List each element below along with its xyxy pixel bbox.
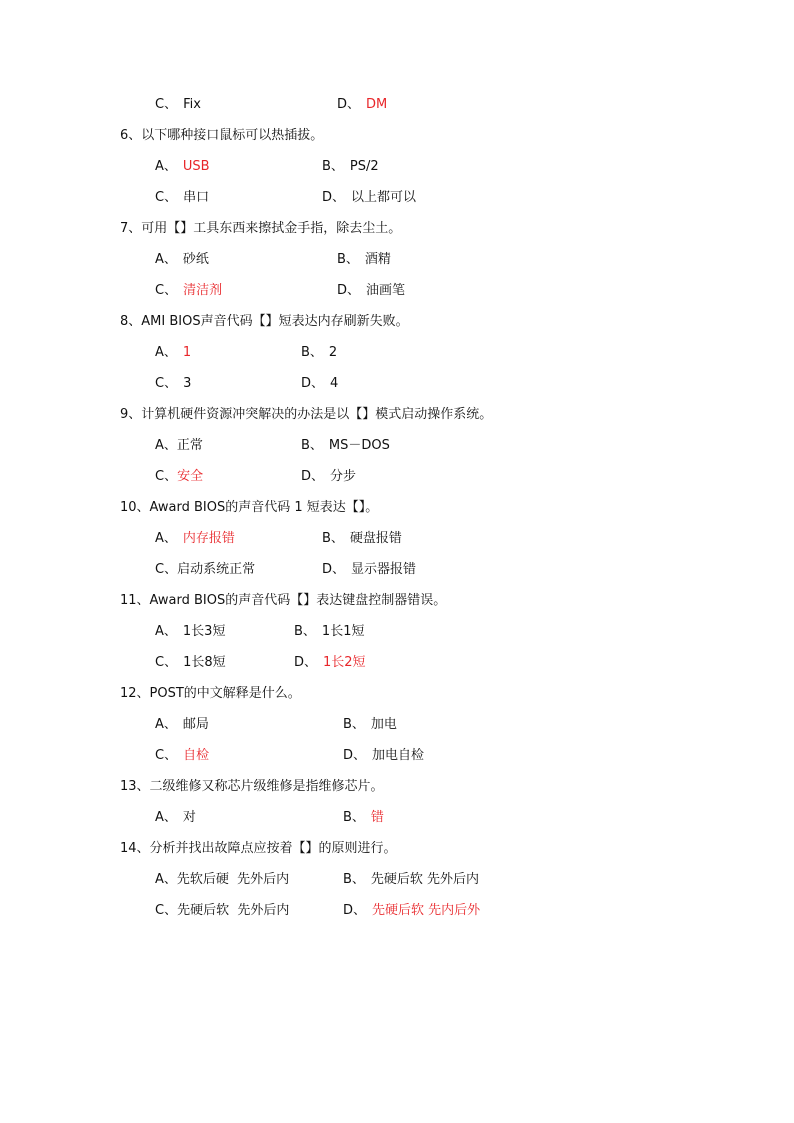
correct-answer-text: 自检 <box>183 748 210 763</box>
option-letter: A、 <box>155 531 177 546</box>
correct-answer-text: USB <box>182 159 210 174</box>
question-text: 8、AMI BIOS声音代码【】短表达内存刷新失败。 <box>120 314 409 329</box>
option-text: 3 <box>183 376 192 391</box>
question-text: 12、POST的中文解释是什么。 <box>120 686 301 701</box>
option-letter: B、 <box>322 531 344 546</box>
option-letter: A、 <box>155 717 177 732</box>
option-letter: C、 <box>155 748 178 763</box>
answer-option <box>301 344 337 362</box>
option-letter: D、 <box>343 748 367 763</box>
option-letter: D、 <box>322 190 346 205</box>
option-text: 先软后硬 先外后内 <box>176 872 290 887</box>
answer-option <box>343 716 397 734</box>
option-letter: D、 <box>337 97 361 112</box>
option-text: 1长8短 <box>183 655 226 670</box>
correct-answer-text: 清洁剂 <box>183 283 223 298</box>
option-text: 邮局 <box>182 717 209 732</box>
option-text: 正常 <box>176 438 203 453</box>
answer-option <box>343 809 384 827</box>
option-text: 先硬后软 先外后内 <box>370 872 480 887</box>
option-letter: D、 <box>322 562 346 577</box>
answer-option <box>155 468 203 486</box>
answer-option <box>155 189 209 207</box>
option-letter: D、 <box>294 655 318 670</box>
option-letter: D、 <box>343 903 367 918</box>
option-letter: D、 <box>337 283 361 298</box>
option-text: MS－DOS <box>328 438 390 453</box>
option-text: 4 <box>330 376 339 391</box>
question-text: 13、二级维修又称芯片级维修是指维修芯片。 <box>120 779 384 794</box>
option-letter: C、 <box>155 376 178 391</box>
option-letter: A、 <box>155 624 177 639</box>
option-text: 分步 <box>330 469 357 484</box>
answer-option <box>155 375 191 393</box>
answer-option <box>155 623 225 641</box>
question-text: 11、Award BIOS的声音代码【】表达键盘控制器错误。 <box>120 593 447 608</box>
option-text: 加电 <box>370 717 397 732</box>
answer-option <box>322 561 416 579</box>
option-letter: B、 <box>294 624 316 639</box>
question-text: 9、计算机硬件资源冲突解决的办法是以【】模式启动操作系统。 <box>120 407 493 422</box>
option-text: 油画笔 <box>366 283 406 298</box>
option-text: 启动系统正常 <box>177 562 256 577</box>
option-letter: B、 <box>337 252 359 267</box>
option-letter: B、 <box>343 810 365 825</box>
option-letter: C、 <box>155 655 178 670</box>
answer-option <box>343 902 480 920</box>
answer-option <box>155 530 235 548</box>
option-text: 1长3短 <box>182 624 226 639</box>
option-text: 硬盘报错 <box>349 531 402 546</box>
option-letter: B、 <box>301 345 323 360</box>
question-text: 7、可用【】工具东西来擦拭金手指，除去尘土。 <box>120 221 402 236</box>
option-text: 2 <box>328 345 338 360</box>
answer-option <box>155 747 209 765</box>
option-text: 加电自检 <box>372 748 425 763</box>
correct-answer-text: 先硬后软 先内后外 <box>372 903 481 918</box>
answer-option <box>337 282 405 300</box>
correct-answer-text: 1长2短 <box>323 655 366 670</box>
answer-option <box>322 189 416 207</box>
answer-option <box>155 871 289 889</box>
option-letter: A、 <box>155 810 177 825</box>
option-text: 串口 <box>183 190 210 205</box>
answer-option <box>155 158 210 176</box>
option-text: 1长1短 <box>321 624 365 639</box>
option-letter: A、 <box>155 438 177 453</box>
option-letter: B、 <box>343 872 365 887</box>
answer-option <box>155 251 209 269</box>
option-letter: C、 <box>155 190 178 205</box>
question-text: 10、Award BIOS的声音代码 1 短表达【】。 <box>120 500 379 515</box>
answer-option <box>155 282 222 300</box>
option-letter: C、 <box>155 903 178 918</box>
answer-option <box>294 623 364 641</box>
answer-option <box>155 654 226 672</box>
correct-answer-text: 安全 <box>177 469 204 484</box>
option-letter: C、 <box>155 283 178 298</box>
option-letter: C、 <box>155 562 178 577</box>
option-letter: B、 <box>343 717 365 732</box>
answer-option <box>343 871 479 889</box>
correct-answer-text: DM <box>366 97 388 112</box>
answer-option <box>155 561 255 579</box>
correct-answer-text: 内存报错 <box>182 531 235 546</box>
option-letter: D、 <box>301 469 325 484</box>
option-text: 先硬后软 先外后内 <box>177 903 290 918</box>
option-text: PS/2 <box>349 159 379 174</box>
answer-option <box>337 96 387 114</box>
answer-option <box>343 747 424 765</box>
option-letter: A、 <box>155 345 177 360</box>
answer-option <box>155 716 209 734</box>
answer-option <box>322 158 379 176</box>
option-letter: D、 <box>301 376 325 391</box>
option-letter: A、 <box>155 252 177 267</box>
option-letter: C、 <box>155 97 178 112</box>
option-letter: B、 <box>301 438 323 453</box>
option-text: 酒精 <box>364 252 391 267</box>
correct-answer-text: 错 <box>370 810 384 825</box>
option-text: Fix <box>183 97 201 112</box>
answer-option <box>155 344 191 362</box>
question-text: 6、以下哪种接口鼠标可以热插拔。 <box>120 128 324 143</box>
answer-option <box>322 530 402 548</box>
answer-option <box>294 654 366 672</box>
option-text: 砂纸 <box>182 252 209 267</box>
answer-option <box>301 375 338 393</box>
correct-answer-text: 1 <box>182 345 192 360</box>
answer-option <box>155 437 203 455</box>
option-letter: A、 <box>155 159 177 174</box>
answer-option <box>155 96 201 114</box>
answer-option <box>301 437 390 455</box>
answer-option <box>155 809 196 827</box>
option-text: 显示器报错 <box>351 562 417 577</box>
option-text: 以上都可以 <box>351 190 417 205</box>
option-text: 对 <box>182 810 196 825</box>
option-letter: A、 <box>155 872 177 887</box>
answer-option <box>337 251 391 269</box>
question-text: 14、分析并找出故障点应按着【】的原则进行。 <box>120 841 397 856</box>
option-letter: C、 <box>155 469 178 484</box>
answer-option <box>301 468 356 486</box>
option-letter: B、 <box>322 159 344 174</box>
answer-option <box>155 902 289 920</box>
